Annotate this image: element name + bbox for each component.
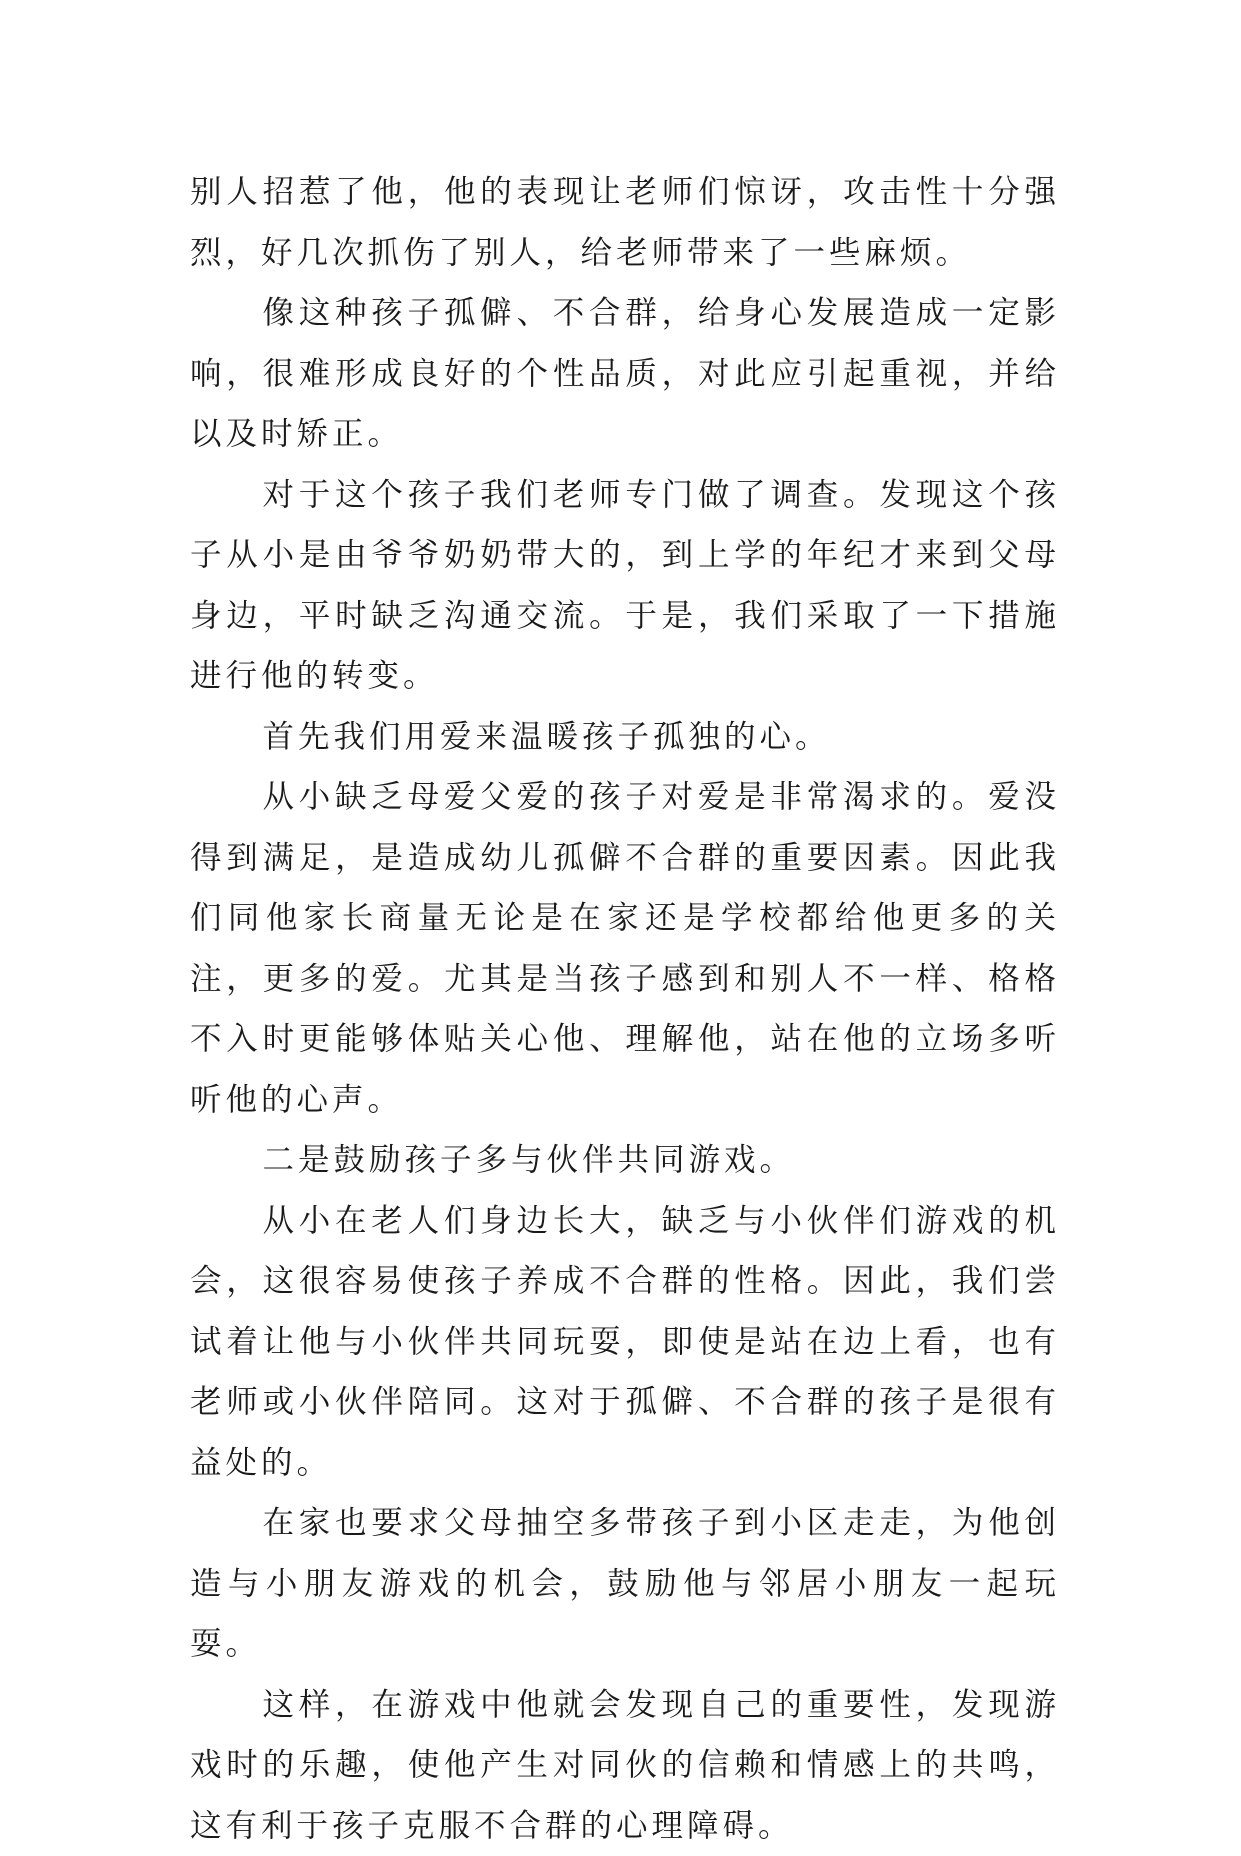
paragraph-1: 别人招惹了他，他的表现让老师们惊讶，攻击性十分强烈，好几次抓伤了别人，给老师带来了一些麻烦。 (190, 162, 1060, 283)
paragraph-9: 这样，在游戏中他就会发现自己的重要性，发现游戏时的乐趣，使他产生对同伙的信赖和情感上的共鸣，这有利于孩子克服不合群的心理障碍。 (190, 1675, 1060, 1856)
paragraph-4: 首先我们用爱来温暖孩子孤独的心。 (190, 707, 1060, 768)
document-body (190, 162, 1060, 1856)
paragraph-6: 二是鼓励孩子多与伙伴共同游戏。 (190, 1130, 1060, 1191)
paragraph-3: 对于这个孩子我们老师专门做了调查。发现这个孩子从小是由爷爷奶奶带大的，到上学的年纪才来到父母身边，平时缺乏沟通交流。于是，我们采取了一下措施进行他的转变。 (190, 465, 1060, 707)
paragraph-8: 在家也要求父母抽空多带孩子到小区走走，为他创造与小朋友游戏的机会，鼓励他与邻居小朋友一起玩耍。 (190, 1493, 1060, 1675)
paragraph-7: 从小在老人们身边长大，缺乏与小伙伴们游戏的机会，这很容易使孩子养成不合群的性格。因此，我们尝试着让他与小伙伴共同玩耍，即使是站在边上看，也有老师或小伙伴陪同。这对于孤僻、不合群的孩子是很有益处的。 (190, 1191, 1060, 1494)
paragraph-2: 像这种孩子孤僻、不合群，给身心发展造成一定影响，很难形成良好的个性品质，对此应引起重视，并给以及时矫正。 (190, 283, 1060, 465)
paragraph-5: 从小缺乏母爱父爱的孩子对爱是非常渴求的。爱没得到满足，是造成幼儿孤僻不合群的重要因素。因此我们同他家长商量无论是在家还是学校都给他更多的关注，更多的爱。尤其是当孩子感到和别人不一样、格格不入时更能够体贴关心他、理解他，站在他的立场多听听他的心声。 (190, 767, 1060, 1130)
